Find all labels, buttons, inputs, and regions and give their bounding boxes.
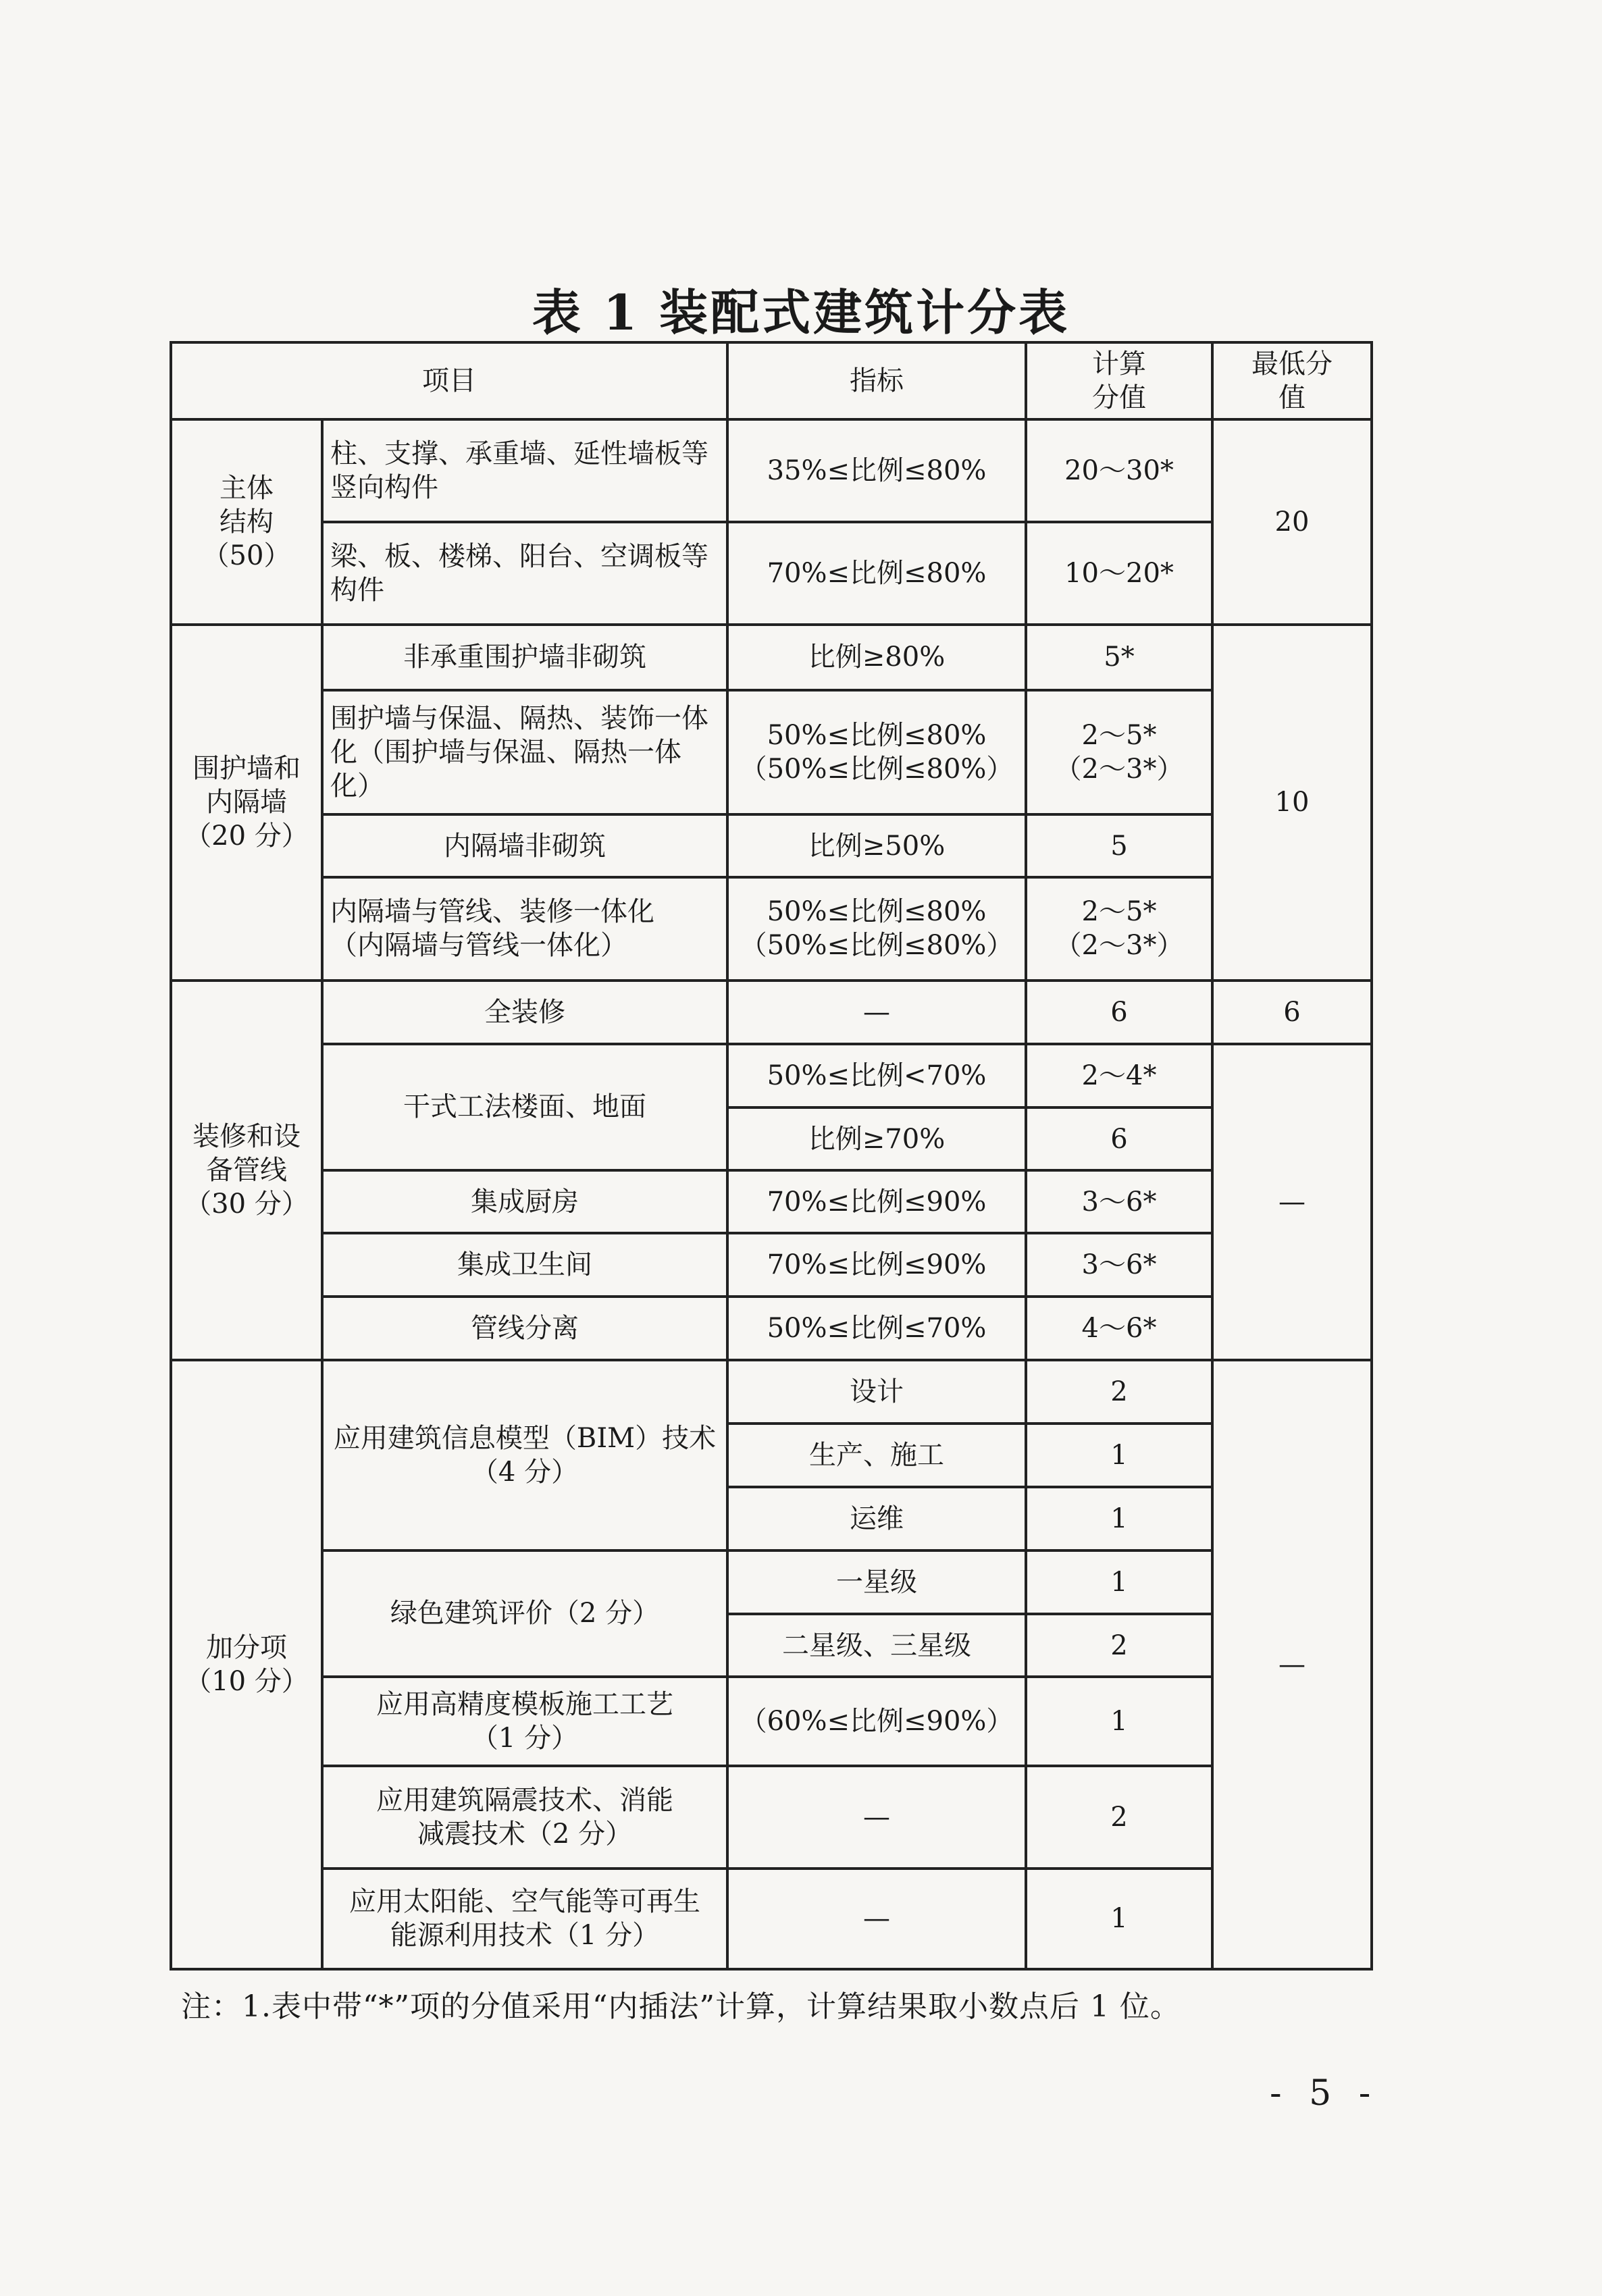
section-label-wall: 围护墙和 内隔墙 （20 分） — [171, 625, 322, 981]
table-row — [171, 1766, 1372, 1869]
indicator-cell: 比例≥70% — [727, 1107, 1026, 1170]
indicator-cell: 比例≥50% — [727, 814, 1026, 877]
score-table — [170, 341, 1373, 1971]
indicator-cell: 70%≤比例≤90% — [727, 1233, 1026, 1296]
indicator-cell: — — [727, 1869, 1026, 1969]
score-cell: 1 — [1026, 1677, 1212, 1766]
table-row — [171, 419, 1372, 522]
table-row — [171, 1297, 1372, 1360]
header-score: 计算 分值 — [1026, 342, 1212, 419]
header-item: 项目 — [171, 342, 727, 419]
indicator-cell: 二星级、三星级 — [727, 1614, 1026, 1677]
item-cell: 干式工法楼面、地面 — [322, 1044, 727, 1170]
footnote: 注：1.表中带“*”项的分值采用“内插法”计算，计算结果取小数点后 1 位。 — [181, 1989, 1181, 2024]
indicator-cell: 生产、施工 — [727, 1424, 1026, 1487]
score-cell: 3～6* — [1026, 1233, 1212, 1296]
item-cell: 集成厨房 — [322, 1170, 727, 1233]
item-cell: 管线分离 — [322, 1297, 727, 1360]
min-score-deco: — — [1212, 1044, 1372, 1360]
indicator-cell: 70%≤比例≤80% — [727, 522, 1026, 625]
table-row — [171, 522, 1372, 625]
table-row — [171, 814, 1372, 877]
item-cell: 应用建筑信息模型（BIM）技术 （4 分） — [322, 1360, 727, 1550]
indicator-cell: 70%≤比例≤90% — [727, 1170, 1026, 1233]
indicator-cell: 35%≤比例≤80% — [727, 419, 1026, 522]
section-label-deco: 装修和设 备管线 （30 分） — [171, 981, 322, 1360]
score-cell: 20～30* — [1026, 419, 1212, 522]
indicator-cell: — — [727, 981, 1026, 1044]
table-row — [171, 1044, 1372, 1107]
header-indicator: 指标 — [727, 342, 1026, 419]
item-cell: 内隔墙非砌筑 — [322, 814, 727, 877]
score-cell: 2 — [1026, 1766, 1212, 1869]
indicator-cell: 运维 — [727, 1487, 1026, 1550]
indicator-cell: 比例≥80% — [727, 625, 1026, 690]
item-cell: 非承重围护墙非砌筑 — [322, 625, 727, 690]
table-row — [171, 625, 1372, 690]
score-cell: 2 — [1026, 1360, 1212, 1424]
item-cell: 全装修 — [322, 981, 727, 1044]
item-cell: 梁、板、楼梯、阳台、空调板等构件 — [322, 522, 727, 625]
section-label-bonus: 加分项 （10 分） — [171, 1360, 322, 1969]
item-cell: 应用高精度模板施工工艺 （1 分） — [322, 1677, 727, 1766]
score-cell: 5 — [1026, 814, 1212, 877]
table-title: 表 1 装配式建筑计分表 — [532, 284, 1070, 341]
header-row — [171, 342, 1372, 419]
header-min: 最低分 值 — [1212, 342, 1372, 419]
min-score-main: 20 — [1212, 419, 1372, 625]
item-cell: 集成卫生间 — [322, 1233, 727, 1296]
table-row — [171, 1550, 1372, 1614]
score-cell: 3～6* — [1026, 1170, 1212, 1233]
table-row — [171, 1233, 1372, 1296]
indicator-cell: — — [727, 1766, 1026, 1869]
page-number: - 5 - — [1270, 2073, 1379, 2114]
score-cell: 1 — [1026, 1424, 1212, 1487]
score-cell: 1 — [1026, 1550, 1212, 1614]
table-row — [171, 1360, 1372, 1424]
table-row — [171, 1677, 1372, 1766]
section-label-main: 主体 结构 （50） — [171, 419, 322, 625]
indicator-cell: 50%≤比例≤70% — [727, 1297, 1026, 1360]
score-cell: 2 — [1026, 1614, 1212, 1677]
min-score-full: 6 — [1212, 981, 1372, 1044]
indicator-cell: 50%≤比例<70% — [727, 1044, 1026, 1107]
table-row — [171, 877, 1372, 980]
item-cell: 绿色建筑评价（2 分） — [322, 1550, 727, 1677]
item-cell: 应用太阳能、空气能等可再生 能源利用技术（1 分） — [322, 1869, 727, 1969]
score-cell: 6 — [1026, 1107, 1212, 1170]
min-score-wall: 10 — [1212, 625, 1372, 981]
table-row — [171, 981, 1372, 1044]
score-cell: 2～5* （2～3*） — [1026, 877, 1212, 980]
indicator-cell: 50%≤比例≤80% （50%≤比例≤80%） — [727, 877, 1026, 980]
score-cell: 6 — [1026, 981, 1212, 1044]
item-cell: 应用建筑隔震技术、消能 减震技术（2 分） — [322, 1766, 727, 1869]
table-row — [171, 1869, 1372, 1969]
score-cell: 10～20* — [1026, 522, 1212, 625]
table-row — [171, 1170, 1372, 1233]
score-cell: 2～4* — [1026, 1044, 1212, 1107]
min-score-bonus: — — [1212, 1360, 1372, 1969]
indicator-cell: （60%≤比例≤90%） — [727, 1677, 1026, 1766]
score-cell: 1 — [1026, 1869, 1212, 1969]
item-cell: 内隔墙与管线、装修一体化 （内隔墙与管线一体化） — [322, 877, 727, 980]
indicator-cell: 50%≤比例≤80% （50%≤比例≤80%） — [727, 690, 1026, 814]
indicator-cell: 设计 — [727, 1360, 1026, 1424]
score-cell: 5* — [1026, 625, 1212, 690]
table-row — [171, 690, 1372, 814]
score-cell: 2～5* （2～3*） — [1026, 690, 1212, 814]
score-cell: 1 — [1026, 1487, 1212, 1550]
item-cell: 围护墙与保温、隔热、装饰一体化（围护墙与保温、隔热一体化） — [322, 690, 727, 814]
score-cell: 4～6* — [1026, 1297, 1212, 1360]
indicator-cell: 一星级 — [727, 1550, 1026, 1614]
item-cell: 柱、支撑、承重墙、延性墙板等竖向构件 — [322, 419, 727, 522]
